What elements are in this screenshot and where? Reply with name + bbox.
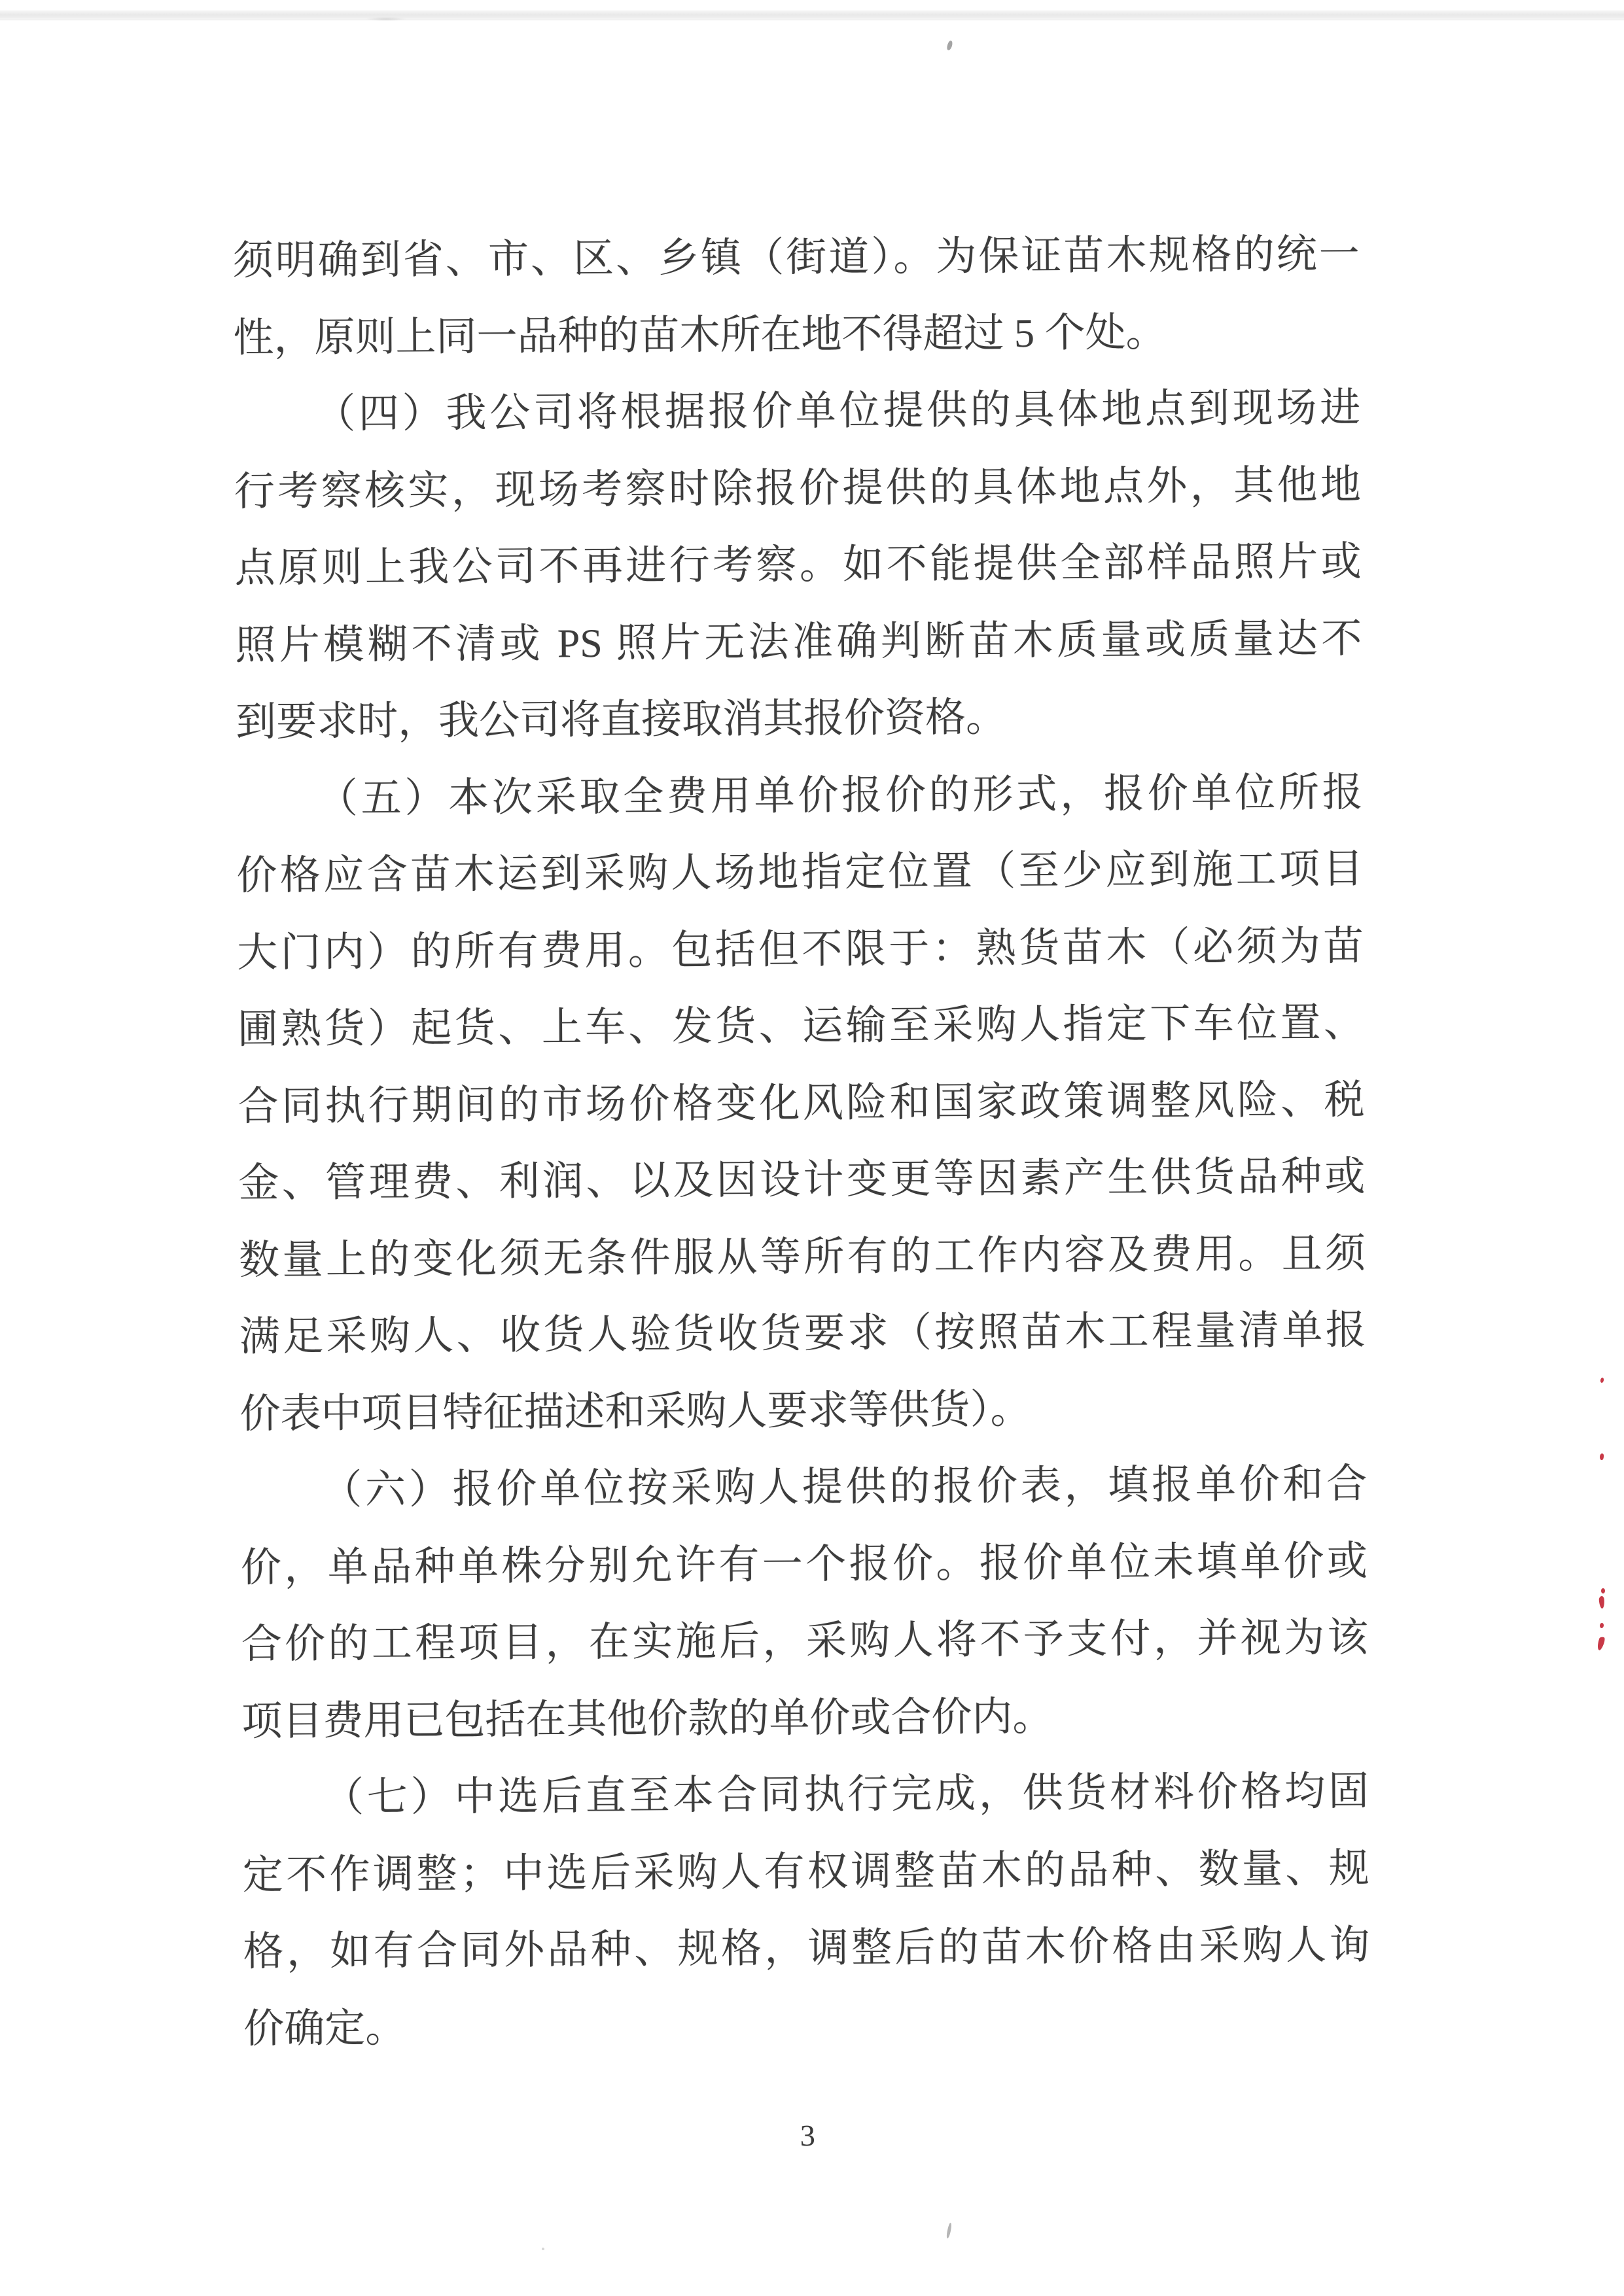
text-line: 定不作调整；中选后采购人有权调整苗木的品种、数量、规: [242, 1846, 1370, 1898]
text-line: 价格应含苗木运到采购人场地指定位置（至少应到施工项目: [236, 846, 1364, 899]
text-line: 金、管理费、利润、以及因设计变更等因素产生供货品种或: [238, 1154, 1366, 1206]
text-line: 满足采购人、收货人验货收货要求（按照苗木工程量清单报: [239, 1308, 1366, 1360]
text-line: 点原则上我公司不再进行考察。如不能提供全部样品照片或: [234, 539, 1362, 591]
text-line: 到要求时，我公司将直接取消其报价资格。: [235, 695, 1007, 745]
text-line: （七）中选后直至本合同执行完成，供货材料价格均固: [323, 1769, 1369, 1820]
red-ink-mark: [1601, 1588, 1605, 1593]
text-line: 格，如有合同外品种、规格，调整后的苗木价格由采购人询: [243, 1922, 1370, 1975]
text-line: 合价的工程项目，在实施后，采购人将不予支付，并视为该: [241, 1615, 1368, 1667]
text-line: 照片模糊不清或 PS 照片无法准确判断苗木质量或质量达不: [235, 616, 1362, 668]
text-line: 价表中项目特征描述和采购人要求等供货）。: [239, 1387, 1031, 1436]
text-line: （四）我公司将根据报价单位提供的具体地点到现场进: [315, 385, 1361, 437]
text-line: 须明确到省、市、区、乡镇（街道）。为保证苗木规格的统一: [232, 232, 1360, 284]
text-line: （六）报价单位按采购人提供的报价表，填报单价和合: [321, 1461, 1368, 1513]
text-line: 价确定。: [243, 2006, 406, 2051]
text-line: 数量上的变化须无条件服从等所有的工作内容及费用。且须: [238, 1231, 1366, 1283]
text-line: 价，单品种单株分别允许有一个报价。报价单位未填单价或: [240, 1539, 1368, 1590]
text-line: 大门内）的所有费用。包括但不限于：熟货苗木（必须为苗: [237, 924, 1364, 975]
text-line: 行考察核实，现场考察时除报价提供的具体地点外，其他地: [234, 462, 1362, 514]
page-number: 3: [800, 2119, 815, 2153]
text-line: （五）本次采取全费用单价报价的形式，报价单位所报: [317, 770, 1363, 822]
ink-speck: [542, 2248, 544, 2250]
document-body: [232, 217, 1370, 2068]
text-line: 项目费用已包括在其他价款的单价或合价内。: [241, 1694, 1053, 1744]
text-line: 合同执行期间的市场价格变化风险和国家政策调整风险、税: [238, 1077, 1365, 1129]
text-line: 圃熟货）起货、上车、发货、运输至采购人指定下车位置、: [237, 1000, 1365, 1052]
text-line: 性，原则上同一品种的苗木所在地不得超过 5 个处。: [233, 310, 1167, 360]
